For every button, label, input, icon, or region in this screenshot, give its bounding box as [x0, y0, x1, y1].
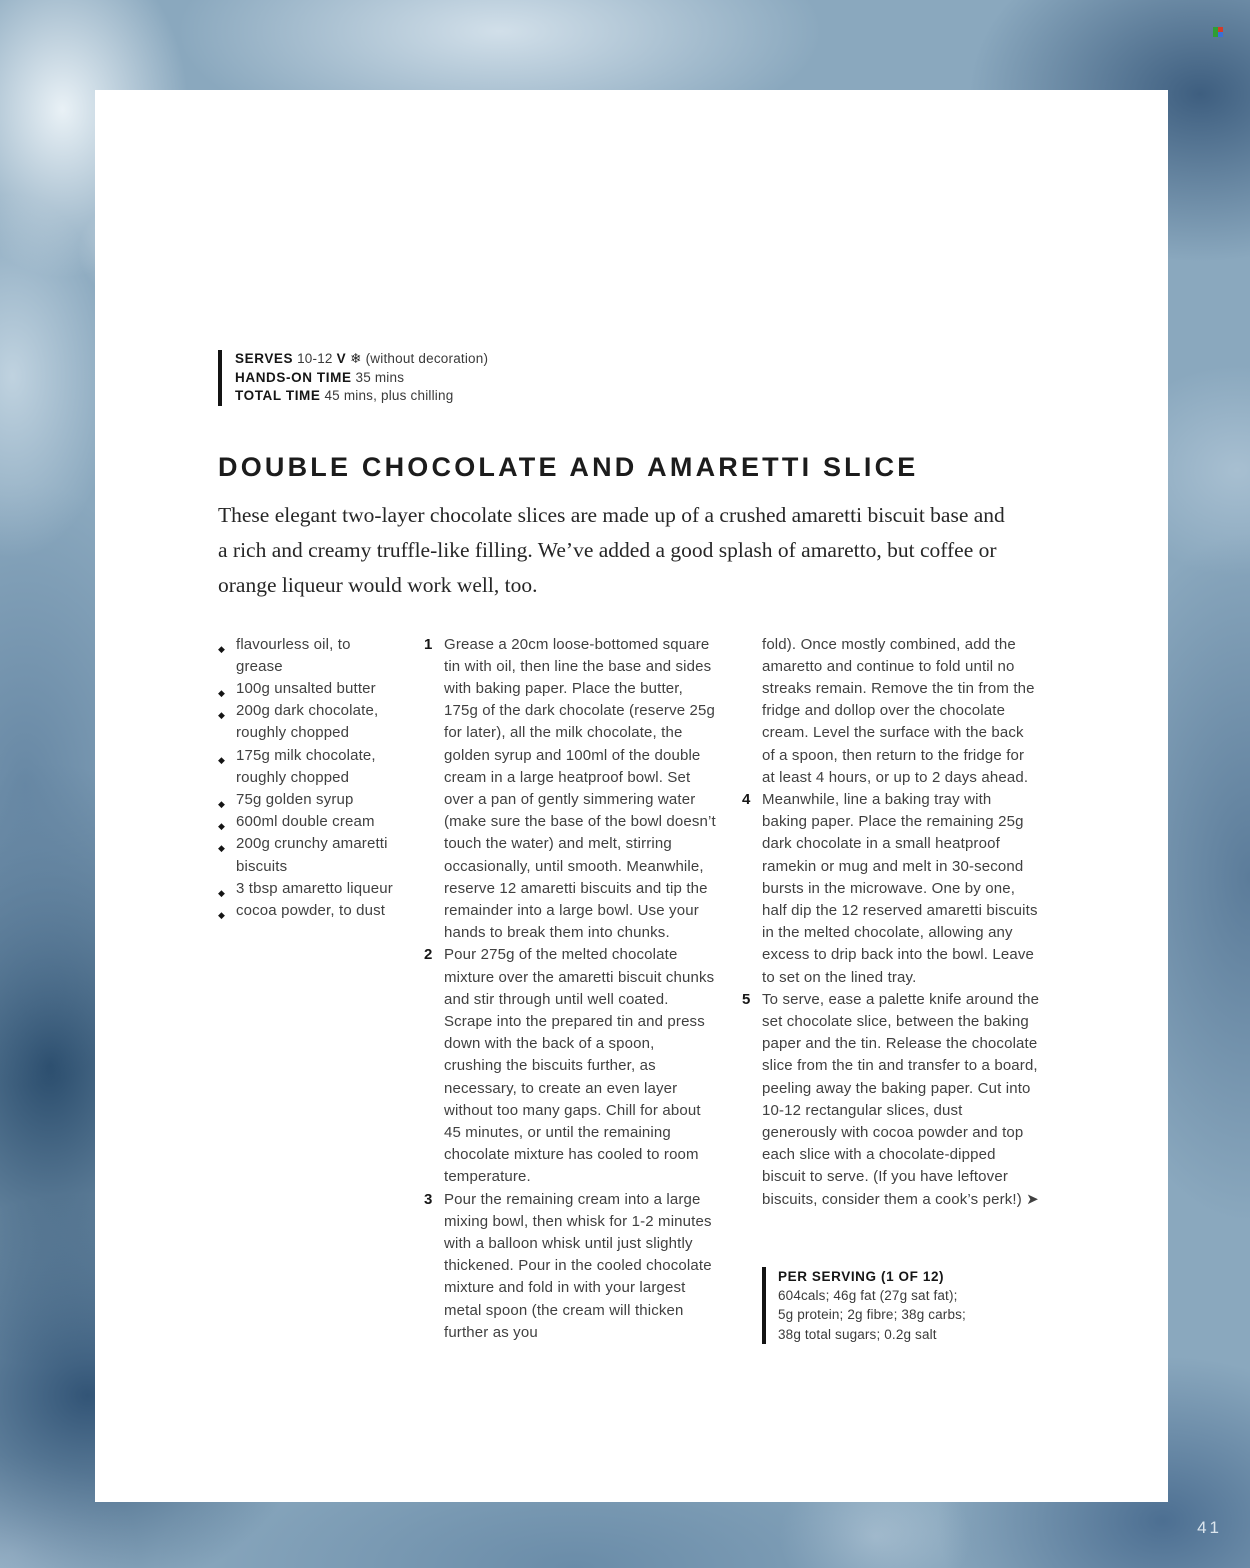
vegetarian-badge: V [336, 351, 347, 366]
method-column-1 [424, 634, 716, 1345]
step-number: 2 [424, 946, 433, 964]
per-serving-block [762, 1267, 1040, 1345]
ingredient-text: 200g dark chocolate, roughly chopped [236, 702, 379, 742]
recipe-info-block [218, 350, 1040, 406]
page-number: 41 [1197, 1518, 1222, 1537]
method-step [742, 989, 1040, 1211]
hands-on-time-label: HANDS-ON TIME [235, 369, 352, 385]
ingredient-item [218, 811, 398, 833]
method-step [424, 634, 716, 945]
ingredient-text: cocoa powder, to dust [236, 901, 386, 919]
step-text: Grease a 20cm loose-bottomed square tin with oil, then line the base and sides with baking paper. Place the butter, 175g of the dark chocolate (reserve 25g for later), all the milk chocolate, the golden syrup and 100ml of the double cream in a large heatproof bowl. Set over a pan of gently simmering water (make sure the base of the bowl doesn’t touch the water) and melt, stirring occasionally, until smooth. Meanwhile, reserve 12 amaretti biscuits and tip the remainder into a large bowl. Use your hands to break them into chunks. [444, 635, 716, 942]
ingredient-text: 100g unsalted butter [236, 679, 376, 697]
registration-pixel-icon [1213, 27, 1223, 37]
ingredient-item [218, 745, 398, 789]
diamond-bullet-icon: ◆ [218, 821, 226, 832]
diamond-bullet-icon: ◆ [218, 909, 226, 920]
total-time-value: 45 mins, plus chilling [324, 388, 454, 403]
diamond-bullet-icon: ◆ [218, 798, 226, 809]
step-text: To serve, ease a palette knife around the set chocolate slice, between the baking paper and the tin. Release the chocolate slice from the tin and transfer to a board, peeling away the baking paper. Cut into 10-12 rectangular slices, dust generously with cocoa powder and top each slice with a chocolate-dipped biscuit to serve. (If you have leftover biscuits, consider them a cook’s perk!) ➤ [762, 990, 1040, 1208]
step-number: 5 [742, 990, 751, 1008]
serves-value: 10-12 [297, 351, 333, 366]
diamond-bullet-icon: ◆ [218, 643, 226, 654]
hands-on-time-line [235, 369, 1040, 388]
ingredient-text: 175g milk chocolate, roughly chopped [236, 746, 376, 786]
ingredient-item [218, 833, 398, 877]
ingredient-item [218, 789, 398, 811]
per-serving-line: 5g protein; 2g fibre; 38g carbs; [778, 1307, 966, 1323]
ingredients-list [218, 634, 398, 1345]
per-serving-line: 604cals; 46g fat (27g sat fat); [778, 1287, 958, 1303]
diamond-bullet-icon: ◆ [218, 687, 226, 698]
freezable-icon: ❄ [350, 351, 362, 366]
ingredient-item [218, 878, 398, 900]
ingredient-item [218, 678, 398, 700]
method-column-2-steps [742, 634, 1040, 1211]
serves-note: (without decoration) [365, 351, 489, 366]
diamond-bullet-icon: ◆ [218, 710, 226, 721]
hands-on-time-value: 35 mins [355, 369, 405, 385]
per-serving-line: 38g total sugars; 0.2g salt [778, 1326, 937, 1342]
recipe-intro: These elegant two-layer chocolate slices are made up of a crushed amaretti biscuit base and a rich and creamy truffle-like filling. We’ve added a good splash of amaretto, but coffee or orange liqueur would work well, too. [218, 502, 1005, 597]
step-number: 4 [742, 790, 751, 808]
diamond-bullet-icon: ◆ [218, 754, 226, 765]
total-time-line [235, 387, 1040, 406]
ingredient-text: 200g crunchy amaretti biscuits [236, 835, 388, 875]
step-number: 1 [424, 635, 433, 653]
step-text: Pour 275g of the melted chocolate mixture over the amaretti biscuit chunks and stir through until well coated. Scrape into the prepared tin and press down with the back of a spoon, crushing the biscuits further, as necessary, to create an even layer without too many gaps. Chill for about 45 minutes, or until the remaining chocolate mixture has cooled to room temperature. [444, 946, 715, 1186]
ingredient-item [218, 900, 398, 922]
serves-line [235, 350, 1040, 369]
per-serving-title: PER SERVING (1 OF 12) [778, 1268, 945, 1284]
ingredient-text: flavourless oil, to grease [236, 635, 351, 675]
recipe-card [95, 90, 1168, 1502]
total-time-label: TOTAL TIME [235, 388, 321, 403]
method-step [742, 789, 1040, 989]
per-serving-lines [778, 1286, 1040, 1345]
serves-label: SERVES [235, 351, 294, 366]
method-step [424, 944, 716, 1188]
ingredient-text: 600ml double cream [236, 813, 375, 831]
ingredient-text: 3 tbsp amaretto liqueur [236, 879, 393, 897]
step-number: 3 [424, 1190, 433, 1208]
method-step [742, 634, 1040, 789]
ingredient-item [218, 634, 398, 678]
diamond-bullet-icon: ◆ [218, 843, 226, 854]
ingredient-text: 75g golden syrup [236, 790, 354, 808]
method-step [424, 1189, 716, 1344]
step-text: Meanwhile, line a baking tray with baking paper. Place the remaining 25g dark chocolate in a small heatproof ramekin or mug and melt in 30-second bursts in the microwave. One by one, half dip the 12 reserved amaretti biscuits in the melted chocolate, allowing any excess to drip back into the bowl. Leave to set on the lined tray. [762, 790, 1038, 986]
diamond-bullet-icon: ◆ [218, 887, 226, 898]
ingredient-item [218, 700, 398, 744]
step-text: Pour the remaining cream into a large mixing bowl, then whisk for 1-2 minutes with a balloon whisk until just slightly thickened. Pour in the cooled chocolate mixture and fold in with your largest metal spoon (the cream will thicken further as you [444, 1190, 712, 1341]
recipe-title: DOUBLE CHOCOLATE AND AMARETTI SLICE [218, 451, 919, 482]
recipe-body-columns [218, 634, 1040, 1345]
method-column-2 [742, 634, 1040, 1345]
step-text: fold). Once mostly combined, add the amaretto and continue to fold until no streaks remain. Remove the tin from the fridge and dollop over the chocolate cream. Level the surface with the back of a spoon, then return to the fridge for at least 4 hours, or up to 2 days ahead. [762, 635, 1035, 786]
